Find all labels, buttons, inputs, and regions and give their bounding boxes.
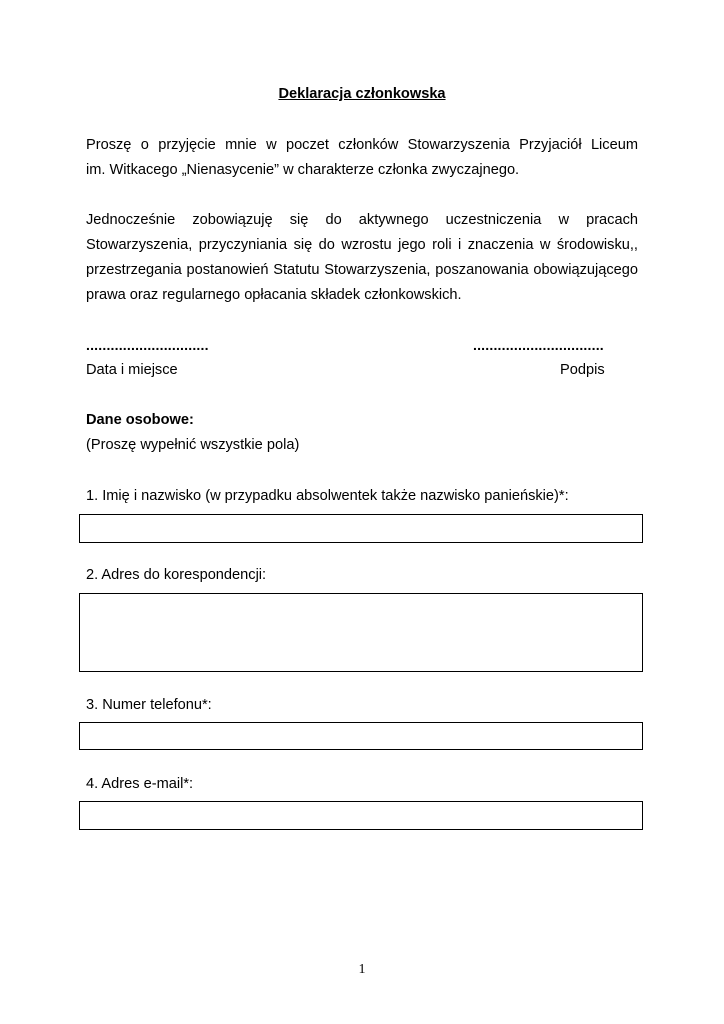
date-place-dotted-line: ..............................: [86, 337, 209, 353]
email-label: 4. Adres e-mail*:: [86, 776, 194, 792]
address-field[interactable]: [79, 593, 643, 672]
page-number: 1: [358, 962, 366, 977]
document-title: Deklaracja członkowska: [278, 86, 446, 102]
membership-request-paragraph: [86, 133, 638, 183]
personal-data-heading: Dane osobowe:: [86, 412, 194, 428]
address-label: 2. Adres do korespondencji:: [86, 567, 267, 583]
paragraph-line: Stowarzyszenia, przyczyniania się do wzrostu jego roli i znaczenia w środowisku,,: [86, 237, 638, 253]
full-name-field[interactable]: [79, 514, 643, 543]
full-name-label: 1. Imię i nazwisko (w przypadku absolwentek także nazwisko panieńskie)*:: [86, 488, 569, 504]
signature-label: Podpis: [560, 362, 605, 378]
personal-data-note: (Proszę wypełnić wszystkie pola): [86, 437, 300, 453]
paragraph-line: prawa oraz regularnego opłacania składek członkowskich.: [86, 287, 462, 303]
phone-field[interactable]: [79, 722, 643, 750]
phone-label: 3. Numer telefonu*:: [86, 697, 212, 713]
paragraph-line: Jednocześnie zobowiązuję się do aktywnego uczestniczenia w pracach: [86, 212, 638, 228]
paragraph-line: przestrzegania postanowień Statutu Stowarzyszenia, poszanowania obowiązującego: [86, 262, 638, 278]
email-field[interactable]: [79, 801, 643, 830]
paragraph-line: im. Witkacego „Nienasycenie” w charakterze członka zwyczajnego.: [86, 162, 520, 178]
paragraph-line: Proszę o przyjęcie mnie w poczet członków Stowarzyszenia Przyjaciół Liceum: [86, 137, 638, 153]
date-place-label: Data i miejsce: [86, 362, 178, 378]
signature-dotted-line: ................................: [473, 337, 604, 353]
obligations-paragraph: [86, 208, 638, 308]
